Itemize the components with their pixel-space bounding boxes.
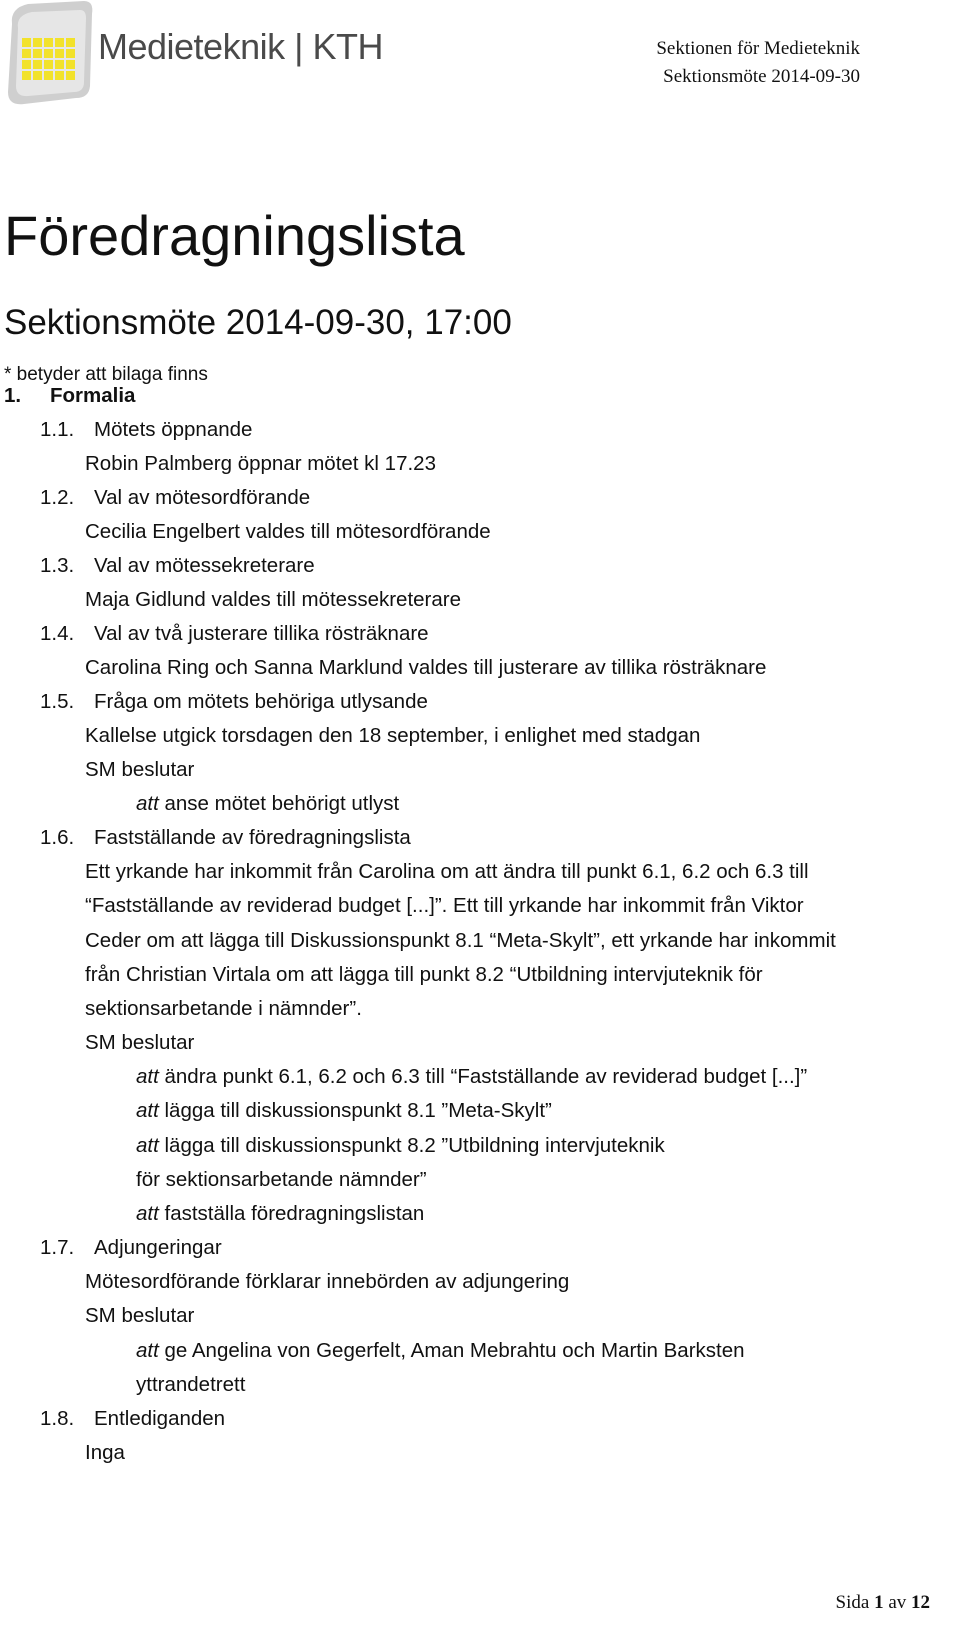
att-word: att	[136, 1099, 159, 1122]
page-footer	[836, 1592, 930, 1614]
item-text: Ceder om att lägga till Diskussionspunkt 8.1 “Meta-Skylt”, ett yrkande har inkommit	[85, 929, 836, 952]
agenda-item-heading	[40, 690, 428, 714]
decision-clause	[136, 1134, 665, 1158]
decision-text: yttrandetrett	[136, 1373, 246, 1396]
item-title: Mötets öppnande	[94, 418, 253, 441]
footer-total-pages: 12	[911, 1592, 930, 1613]
item-number: 1.3.	[40, 554, 75, 577]
decision-clause	[136, 792, 399, 816]
item-title: Val av mötesordförande	[94, 486, 311, 509]
att-word: att	[136, 792, 159, 815]
decision-text: ändra punkt 6.1, 6.2 och 6.3 till “Fastställande av reviderad budget [...]”	[164, 1065, 808, 1088]
page-subtitle: Sektionsmöte 2014-09-30, 17:00	[4, 303, 512, 342]
agenda-item-heading	[40, 1236, 222, 1260]
item-number: 1.5.	[40, 690, 75, 713]
section-number: 1.	[4, 384, 22, 407]
item-number: 1.8.	[40, 1407, 75, 1430]
decision-clause	[136, 1202, 424, 1226]
agenda-item-heading	[40, 418, 252, 442]
item-text: Robin Palmberg öppnar mötet kl 17.23	[85, 452, 436, 475]
agenda-item-heading	[40, 1407, 225, 1431]
decision-text: fastställa föredragningslistan	[164, 1202, 425, 1225]
item-title: Fastställande av föredragningslista	[94, 826, 411, 849]
attachment-note: * betyder att bilaga finns	[4, 364, 208, 385]
item-title: Fråga om mötets behöriga utlysande	[94, 690, 428, 713]
item-number: 1.6.	[40, 826, 75, 849]
agenda-item-heading	[40, 554, 315, 578]
item-number: 1.1.	[40, 418, 75, 441]
header-organization: Sektionen för Medieteknik	[656, 38, 860, 59]
decision-clause	[136, 1065, 807, 1089]
item-text: Inga	[85, 1441, 125, 1464]
header-meeting-date: Sektionsmöte 2014-09-30	[663, 66, 860, 87]
item-text: Carolina Ring och Sanna Marklund valdes till justerare av tillika rösträknare	[85, 656, 767, 679]
item-title: Entlediganden	[94, 1407, 226, 1430]
decision-label: SM beslutar	[85, 758, 195, 781]
item-number: 1.2.	[40, 486, 75, 509]
decision-label: SM beslutar	[85, 1304, 195, 1327]
decision-clause	[136, 1099, 552, 1123]
logo-wordmark: Medieteknik | KTH	[98, 26, 383, 67]
agenda-item-heading	[40, 826, 411, 850]
item-text: Cecilia Engelbert valdes till mötesordförande	[85, 520, 491, 543]
footer-page-number: 1	[874, 1592, 884, 1613]
item-text: Mötesordförande förklarar innebörden av adjungering	[85, 1270, 570, 1293]
footer-prefix: Sida	[835, 1592, 870, 1613]
item-title: Adjungeringar	[94, 1236, 222, 1259]
item-title: Val av två justerare tillika rösträknare	[94, 622, 429, 645]
item-text: Ett yrkande har inkommit från Carolina om att ändra till punkt 6.1, 6.2 och 6.3 till	[85, 860, 809, 883]
att-word: att	[136, 1339, 159, 1362]
decision-text: anse mötet behörigt utlyst	[164, 792, 400, 815]
att-word: att	[136, 1202, 159, 1225]
item-text: Kallelse utgick torsdagen den 18 september, i enlighet med stadgan	[85, 724, 701, 747]
decision-text: för sektionsarbetande nämnder”	[136, 1168, 427, 1191]
section-heading	[4, 384, 135, 408]
footer-of: av	[888, 1592, 907, 1613]
item-text: Maja Gidlund valdes till mötessekreterare	[85, 588, 461, 611]
page-title: Föredragningslista	[4, 204, 465, 267]
item-text: “Fastställande av reviderad budget [...]”. Ett till yrkande har inkommit från Viktor	[85, 894, 804, 917]
decision-label: SM beslutar	[85, 1031, 195, 1054]
item-text: från Christian Virtala om att lägga till punkt 8.2 “Utbildning intervjuteknik för	[85, 963, 763, 986]
item-title: Val av mötessekreterare	[94, 554, 315, 577]
logo-emblem	[2, 0, 98, 108]
decision-text: lägga till diskussionspunkt 8.1 ”Meta-Skylt”	[164, 1099, 552, 1122]
item-number: 1.7.	[40, 1236, 75, 1259]
agenda-item-heading	[40, 622, 429, 646]
decision-text: ge Angelina von Gegerfelt, Aman Mebrahtu och Martin Barksten	[164, 1339, 745, 1362]
att-word: att	[136, 1065, 159, 1088]
item-number: 1.4.	[40, 622, 75, 645]
agenda-item-heading	[40, 486, 310, 510]
decision-text: lägga till diskussionspunkt 8.2 ”Utbildning intervjuteknik	[164, 1134, 665, 1157]
item-text: sektionsarbetande i nämnder”.	[85, 997, 362, 1020]
section-title: Formalia	[50, 384, 136, 407]
kth-media-logo	[2, 0, 402, 108]
att-word: att	[136, 1134, 159, 1157]
decision-clause	[136, 1339, 745, 1363]
